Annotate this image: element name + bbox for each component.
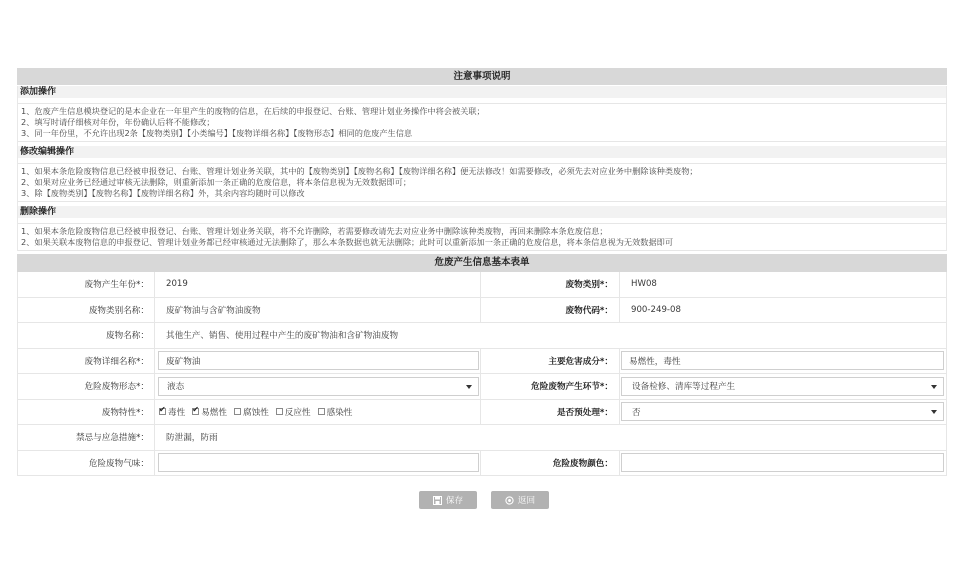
notice-heading-add: 添加操作 xyxy=(18,86,946,98)
color-label: 危险废物颜色： xyxy=(481,451,620,477)
year-value: 2019 xyxy=(155,272,481,298)
color-cell xyxy=(620,451,947,477)
detail-name-cell xyxy=(155,349,481,375)
checkbox-flammable[interactable] xyxy=(192,408,199,415)
form-title: 危废产生信息基本表单 xyxy=(17,254,947,272)
emergency-value: 防泄漏，防雨 xyxy=(155,425,947,451)
notice-heading-delete: 删除操作 xyxy=(18,206,946,218)
notice-item: 2、填写时请仔细核对年份，年份确认后将不能修改； xyxy=(21,117,215,127)
checkbox-corrosive[interactable] xyxy=(234,408,241,415)
category-name-value: 废矿物油与含矿物油废物 xyxy=(155,298,481,324)
form-state-label: 危险废物形态*： xyxy=(18,374,155,400)
notice-item: 1、如果本条危险废物信息已经被申报登记、台账、管理计划业务关联，将不允许删除，若需要修改请先去对应业务中删除该种类废物，再回来删除本条危废信息； xyxy=(21,226,608,236)
pretreat-select[interactable] xyxy=(621,402,944,421)
pretreat-selected: 否 xyxy=(632,407,641,418)
checkbox-toxic[interactable] xyxy=(159,408,166,415)
color-input[interactable] xyxy=(621,453,944,472)
floppy-disk-icon xyxy=(433,496,442,505)
source-cell xyxy=(620,374,947,400)
code-label: 废物代码*： xyxy=(481,298,620,324)
option-label: 毒性 xyxy=(168,407,186,418)
save-label: 保存 xyxy=(445,496,464,506)
hazard-cell xyxy=(620,349,947,375)
notice-title: 注意事项说明 xyxy=(17,68,947,85)
option-label: 反应性 xyxy=(284,407,311,418)
detail-name-label: 废物详细名称*： xyxy=(18,349,155,375)
option-corrosive[interactable] xyxy=(234,406,269,418)
notice-list-edit xyxy=(18,163,946,202)
odor-cell xyxy=(155,451,481,477)
form-actions xyxy=(419,491,549,509)
form-state-select[interactable] xyxy=(158,377,479,396)
notice-list-add xyxy=(18,103,946,142)
category-name-label: 废物类别名称： xyxy=(18,298,155,324)
notice-item: 1、危废产生信息模块登记的是本企业在一年里产生的废物的信息，在后续的申报登记、台账、管理计划业务操作中将会被关联； xyxy=(21,106,485,116)
source-label: 危险废物产生环节*： xyxy=(481,374,620,400)
name-label: 废物名称： xyxy=(18,323,155,349)
option-infectious[interactable] xyxy=(318,406,353,418)
waste-info-form xyxy=(17,272,947,476)
option-flammable[interactable] xyxy=(192,406,227,418)
checkbox-reactive[interactable] xyxy=(276,408,283,415)
back-button[interactable] xyxy=(491,491,549,509)
source-selected: 设备检修、清库等过程产生 xyxy=(632,382,736,393)
notice-item: 2、如果对应业务已经通过审核无法删除，则重新添加一条正确的危废信息，将本条信息视为无效数据即可； xyxy=(21,177,412,187)
notice-item: 3、同一年份里，不允许出现2条【废物类别】【小类编号】【废物详细名称】【废物形态】相同的危废产生信息 xyxy=(21,128,413,138)
notice-section-edit xyxy=(18,146,946,202)
form-state-cell xyxy=(155,374,481,400)
detail-name-input[interactable] xyxy=(158,351,479,370)
category-label: 废物类别*： xyxy=(481,272,620,298)
notice-list-delete xyxy=(18,223,946,251)
pretreat-label: 是否预处理*： xyxy=(481,400,620,426)
option-label: 感染性 xyxy=(326,407,353,418)
odor-label: 危险废物气味： xyxy=(18,451,155,477)
notice-panel xyxy=(17,86,947,251)
page-container xyxy=(17,68,947,476)
notice-heading-edit: 修改编辑操作 xyxy=(18,146,946,158)
category-value: HW08 xyxy=(620,272,947,298)
form-state-selected: 液态 xyxy=(167,382,185,393)
notice-item: 1、如果本条危险废物信息已经被申报登记、台账、管理计划业务关联，其中的【废物类别】【废物名称】【废物详细名称】便无法修改！如需要修改，必须先去对应业务中删除该种类废物； xyxy=(21,166,698,176)
option-label: 腐蚀性 xyxy=(243,407,269,418)
chevron-down-icon xyxy=(931,410,937,414)
characteristics-label: 废物特性*： xyxy=(18,400,155,426)
pretreat-cell xyxy=(620,400,947,426)
notice-item: 3、除【废物类别】【废物名称】【废物详细名称】外，其余内容均随时可以修改 xyxy=(21,188,305,198)
notice-section-delete xyxy=(18,206,946,251)
odor-input[interactable] xyxy=(158,453,479,472)
circle-return-icon xyxy=(505,496,514,505)
notice-item: 2、如果关联本废物信息的申报登记、管理计划业务都已经审核通过无法删除了，那么本条数据也就无法删除；此时可以重新添加一条正确的危废信息，将本条信息视为无效数据即可 xyxy=(21,237,674,247)
hazard-input[interactable] xyxy=(621,351,944,370)
chevron-down-icon xyxy=(466,385,472,389)
checkbox-infectious[interactable] xyxy=(318,408,325,415)
back-label: 返回 xyxy=(517,496,536,506)
option-label: 易燃性 xyxy=(201,407,227,418)
chevron-down-icon xyxy=(931,385,937,389)
code-value: 900-249-08 xyxy=(620,298,947,324)
notice-section-add xyxy=(18,86,946,142)
year-label: 废物产生年份*： xyxy=(18,272,155,298)
characteristics-options xyxy=(155,400,481,426)
name-value: 其他生产、销售、使用过程中产生的废矿物油和含矿物油废物 xyxy=(155,323,947,349)
emergency-label: 禁忌与应急措施*： xyxy=(18,425,155,451)
option-reactive[interactable] xyxy=(276,406,311,418)
hazard-label: 主要危害成分*： xyxy=(481,349,620,375)
save-button[interactable] xyxy=(419,491,477,509)
option-toxic[interactable] xyxy=(159,406,185,418)
source-select[interactable] xyxy=(621,377,944,396)
